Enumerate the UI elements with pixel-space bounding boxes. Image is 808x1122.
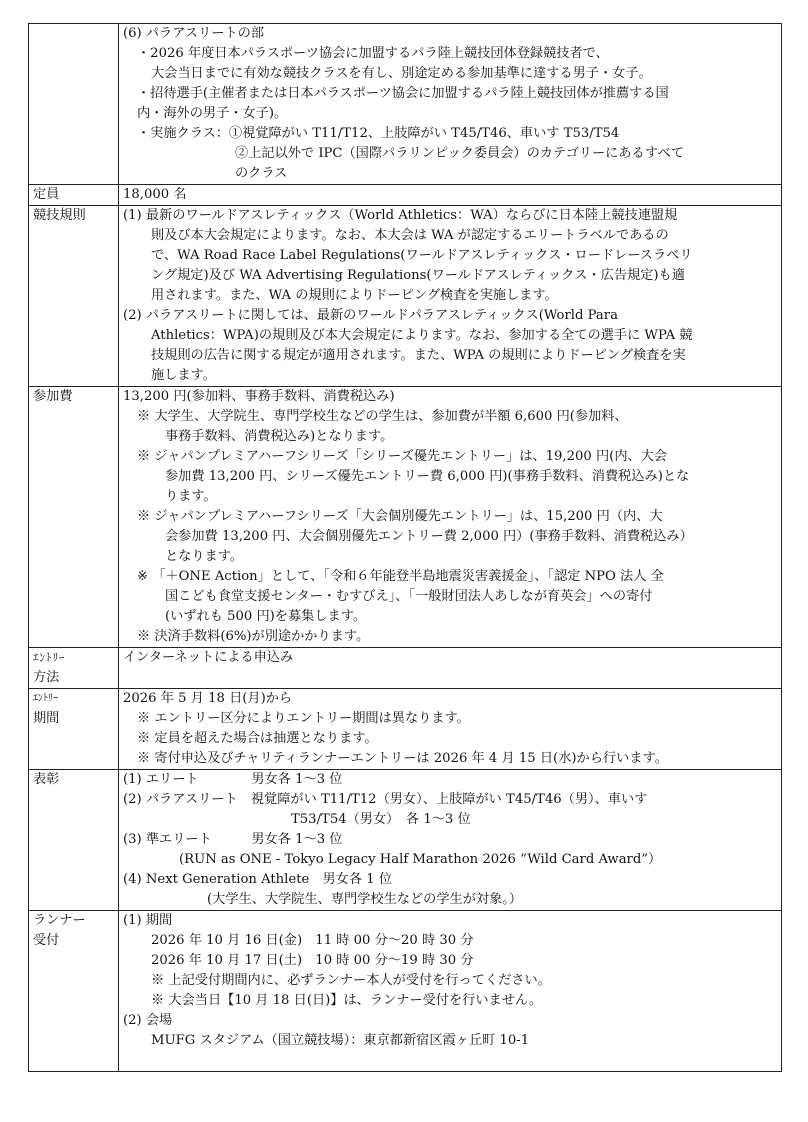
fee-line: 国こども食堂支援センター・むすびえ」、「一般財団法人あしなが育英会」への寄付 (165, 589, 653, 604)
rules-line: 施します。 (151, 368, 216, 383)
capacity-label: 定員 (29, 185, 119, 206)
entry-method-label-top: ｴﾝﾄﾘｰ (33, 651, 66, 664)
fee-line: ※ 決済手数料(6%)が別途かかります。 (137, 629, 370, 644)
entry-period-content (119, 689, 782, 770)
awards-line: (1) エリート 男女各 1～3 位 (123, 772, 343, 787)
para-line: 大会当日までに有効な競技クラスを有し、別途定める参加基準に達する男子・女子。 (151, 66, 652, 81)
awards-label: 表彰 (29, 770, 119, 911)
rules-line: ング規定)及び WA Advertising Regulations(ワールドアスレティックス・広告規定)も適 (151, 268, 685, 283)
awards-line: (3) 準エリート 男女各 1～3 位 (123, 832, 343, 847)
entry-period-label (29, 689, 119, 770)
reception-line: 2026 年 10 月 17 日(土) 10 時 00 分～19 時 30 分 (151, 953, 474, 968)
fee-line: 参加費 13,200 円、シリーズ優先エントリー費 6,000 円)(事務手数料、消費税込み)とな (165, 469, 690, 484)
awards-content (119, 770, 782, 911)
para-line: 内・海外の男子・女子)。 (137, 106, 288, 121)
awards-line: (RUN as ONE - Tokyo Legacy Half Marathon 2026 “Wild Card Award”） (179, 852, 662, 867)
fee-content (119, 387, 782, 648)
para-line: ・招待選手(主催者または日本パラスポーツ協会に加盟するパラ陸上競技団体が推薦する国 (137, 86, 669, 101)
rules-line: 技規則の広告に関する規定が適用されます。また、WPA の規則によりドーピング検査を実 (151, 348, 686, 363)
fee-line: (いずれも 500 円)を募集します。 (165, 609, 367, 624)
row-runner-reception (29, 911, 782, 1072)
rules-line: Athletics：WPA)の規則及び本大会規定によります。なお、参加する全ての選手に WPA 競 (151, 328, 693, 343)
rules-line: 則及び本大会規定によります。なお、本大会は WA が認定するエリートラベルであるの (151, 228, 669, 243)
row-awards (29, 770, 782, 911)
fee-line: となります。 (165, 549, 244, 564)
rules-line: (2) パラアスリートに関しては、最新のワールドパラアスレティックス(World Para (123, 308, 618, 323)
fee-line: ※ ジャパンプレミアハーフシリーズ「大会個別優先エントリー」は、15,200 円（内、大 (137, 509, 663, 524)
capacity-content (119, 185, 782, 206)
reception-line: (2) 会場 (123, 1013, 173, 1028)
para-heading: (6) パラアスリートの部 (123, 26, 265, 41)
period-line: 2026 年 5 月 18 日(月)から (123, 691, 293, 706)
entry-period-label-top: ｴﾝﾄﾘｰ (33, 693, 58, 704)
row-entry-method (29, 648, 782, 689)
para-line: ②上記以外で IPC（国際パラリンピック委員会）のカテゴリーにあるすべて (235, 146, 685, 161)
fee-line: 13,200 円(参加料、事務手数料、消費税込み) (123, 389, 395, 404)
para-line: ・2026 年度日本パラスポーツ協会に加盟するパラ陸上競技団体登録競技者で、 (137, 46, 609, 61)
reception-label-top: ランナー (33, 913, 86, 928)
reception-spacer (123, 1051, 777, 1071)
rules-content (119, 206, 782, 387)
row-entry-period (29, 689, 782, 770)
period-line: ※ 定員を超えた場合は抽選となります。 (137, 731, 378, 746)
reception-label (29, 911, 119, 1072)
fee-line: ※ 大学生、大学院生、専門学校生などの学生は、参加費が半額 6,600 円(参加料、 (137, 409, 628, 424)
awards-line: (大学生、大学院生、専門学校生などの学生が対象。） (207, 892, 523, 907)
rules-label: 競技規則 (29, 206, 119, 387)
para-line: ・実施クラス：①視覚障がい T11/T12、上肢障がい T45/T46、車いす T53/T54 (137, 126, 620, 141)
reception-line: ※ 大会当日【10 月 18 日(日)】は、ランナー受付を行いません。 (151, 993, 543, 1008)
fee-line: ります。 (165, 489, 217, 504)
period-line: ※ 寄付申込及びチャリティランナーエントリーは 2026 年 4 月 15 日(水)から行います。 (137, 751, 668, 766)
fee-line: 会参加費 13,200 円、大会個別優先エントリー費 2,000 円）(事務手数料、消費税込み） (165, 529, 693, 544)
row-label-empty (29, 24, 119, 185)
entry-method-value: インターネットによる申込み (123, 650, 294, 665)
rules-line: で、WA Road Race Label Regulations(ワールドアスレティックス・ロードレースラベリ (151, 248, 693, 263)
rules-line: 用されます。また、WA の規則によりドーピング検査を実施します。 (151, 288, 558, 303)
row-rules (29, 206, 782, 387)
awards-line: (2) パラアスリート 視覚障がい T11/T12（男女）、上肢障がい T45/T46（男）、車いす (123, 792, 648, 807)
fee-line: 事務手数料、消費税込み)となります。 (165, 429, 394, 444)
row-fee (29, 387, 782, 648)
fee-line: ※ ジャパンプレミアハーフシリーズ「シリーズ優先エントリー」は、19,200 円(内、大会 (137, 449, 668, 464)
awards-line: T53/T54（男女） 各 1～3 位 (291, 812, 471, 827)
row-capacity (29, 185, 782, 206)
entry-method-content (119, 648, 782, 689)
fee-label: 参加費 (29, 387, 119, 648)
rules-line: (1) 最新のワールドアスレティックス（World Athletics：WA）ならびに日本陸上競技連盟規 (123, 208, 678, 223)
row-para-athlete (29, 24, 782, 185)
period-line: ※ エントリー区分によりエントリー期間は異なります。 (137, 711, 470, 726)
entry-period-label-bottom: 期間 (33, 711, 60, 726)
reception-line: MUFG スタジアム（国立競技場）：東京都新宿区霞ヶ丘町 10-1 (151, 1033, 530, 1048)
awards-line: (4) Next Generation Athlete 男女各 1 位 (123, 872, 393, 887)
reception-content (119, 911, 782, 1072)
reception-line: ※ 上記受付期間内に、必ずランナー本人が受付を行ってください。 (151, 973, 551, 988)
reception-line: 2026 年 10 月 16 日(金) 11 時 00 分～20 時 30 分 (151, 933, 474, 948)
para-athlete-content (119, 24, 782, 185)
event-guidelines-table (28, 23, 782, 1072)
reception-label-bottom: 受付 (33, 933, 60, 948)
fee-line: ※ 「＋ONE Action」として、「令和６年能登半島地震災害義援金」、「認定 NPO 法人 全 (137, 569, 664, 584)
entry-method-label-bottom: 方法 (33, 670, 60, 685)
entry-method-label (29, 648, 119, 689)
capacity-value: 18,000 名 (123, 187, 187, 202)
reception-line: (1) 期間 (123, 913, 173, 928)
para-line: のクラス (235, 166, 288, 181)
